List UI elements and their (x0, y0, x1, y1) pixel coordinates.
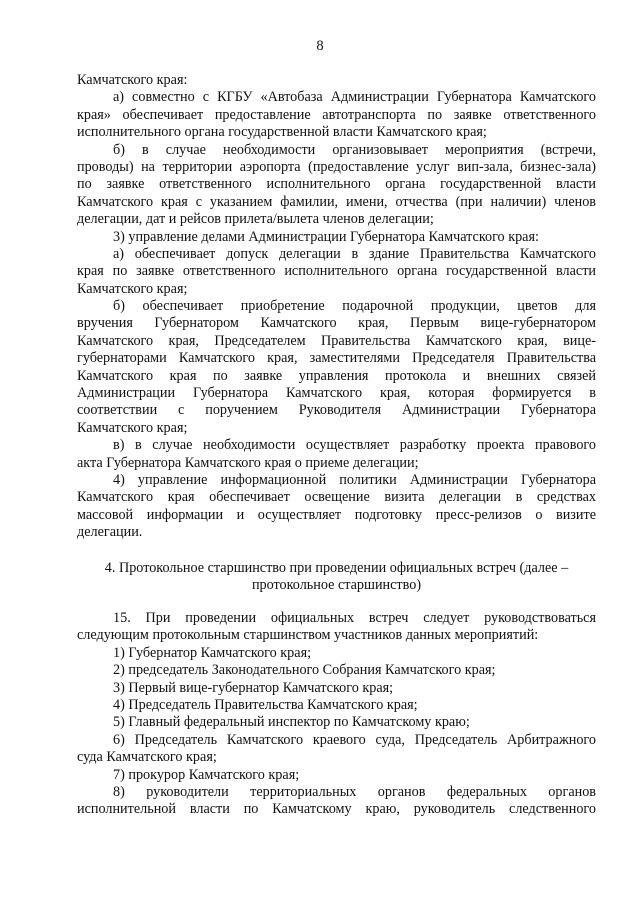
text-line: б) в случае необходимости организовывает мероприятия (встречи, (113, 141, 596, 158)
text-line: акта Губернатора Камчатского края о приеме делегации; (77, 454, 419, 471)
text-line: 15. При проведении официальных встреч следует руководствоваться (113, 610, 596, 626)
section-heading-line: протокольное старшинство) (251, 577, 422, 594)
text-line: Камчатского края, Председателем Правительства Камчатского края, вице- (77, 332, 596, 349)
text-line: Камчатского края с указанием фамилии, имени, отчества (при наличии) членов (77, 193, 596, 210)
page-number: 8 (316, 38, 324, 54)
body-text-part-1 (77, 72, 596, 542)
text-line: 8) руководители территориальных органов федеральных органов (113, 783, 596, 800)
text-line: по заявке ответственного исполнительного органа государственной власти (77, 176, 596, 193)
text-line: 6) Председатель Камчатского краевого суда, Председатель Арбитражного (113, 731, 596, 748)
text-line: делегации, дат и рейсов прилета/вылета членов делегации; (77, 211, 434, 228)
text-line: Камчатского края обеспечивает освещение визита делегации в средствах (77, 489, 596, 506)
text-line: Камчатского края по заявке управления протокола и внешних связей (77, 367, 596, 384)
text-line: 1) Губернатор Камчатского края; (113, 644, 312, 661)
section-heading-line: 4. Протокольное старшинство при проведении официальных встреч (далее – (104, 560, 569, 576)
text-line: 4) управление информационной политики Администрации Губернатора (113, 471, 596, 488)
text-line: соответствии с поручением Руководителя Администрации Губернатора (77, 402, 596, 419)
text-line: 5) Главный федеральный инспектор по Камчатскому краю; (113, 714, 470, 731)
text-line: исполнительной власти по Камчатскому краю, руководитель следственного (77, 801, 596, 818)
text-line: проводы) на территории аэропорта (предоставление услуг вип-зала, бизнес-зала) (77, 158, 596, 175)
text-line: Камчатского края: (77, 72, 188, 88)
text-line: б) обеспечивает приобретение подарочной продукции, цветов для (113, 298, 596, 315)
text-line: 3) управление делами Администрации Губернатора Камчатского края: (113, 228, 539, 245)
text-line: делегации. (77, 524, 143, 541)
text-line: губернаторами Камчатского края, заместителями Председателя Правительства (77, 350, 596, 367)
text-line: а) обеспечивает допуск делегации в здание Правительства Камчатского (113, 245, 596, 262)
text-line: края по заявке ответственного исполнительного органа государственной власти (77, 263, 596, 280)
text-line: 4) Председатель Правительства Камчатского края; (113, 696, 418, 713)
text-line: Камчатского края; (77, 280, 188, 297)
text-line: исполнительного органа государственной власти Камчатского края; (77, 124, 487, 141)
section-heading (77, 560, 596, 595)
body-text-part-2 (77, 610, 596, 819)
text-line: Камчатского края; (77, 419, 188, 436)
text-line: 2) председатель Законодательного Собрания Камчатского края; (113, 662, 496, 679)
text-line: вручения Губернатором Камчатского края, Первым вице-губернатором (77, 315, 596, 332)
text-line: массовой информации и осуществляет подготовку пресс-релизов о визите (77, 506, 596, 523)
text-line: Администрации Губернатора Камчатского края, которая формируется в (77, 385, 596, 402)
text-line: 3) Первый вице-губернатор Камчатского края; (113, 679, 394, 696)
text-line: суда Камчатского края; (77, 749, 217, 766)
text-line: а) совместно с КГБУ «Автобаза Администрации Губернатора Камчатского (113, 89, 596, 106)
text-line: 7) прокурор Камчатского края; (113, 766, 300, 783)
text-line: в) в случае необходимости осуществляет разработку проекта правового (113, 437, 596, 454)
text-line: края» обеспечивает предоставление автотранспорта по заявке ответственного (77, 106, 596, 123)
text-line: следующим протокольным старшинством участников данных мероприятий: (77, 627, 539, 644)
